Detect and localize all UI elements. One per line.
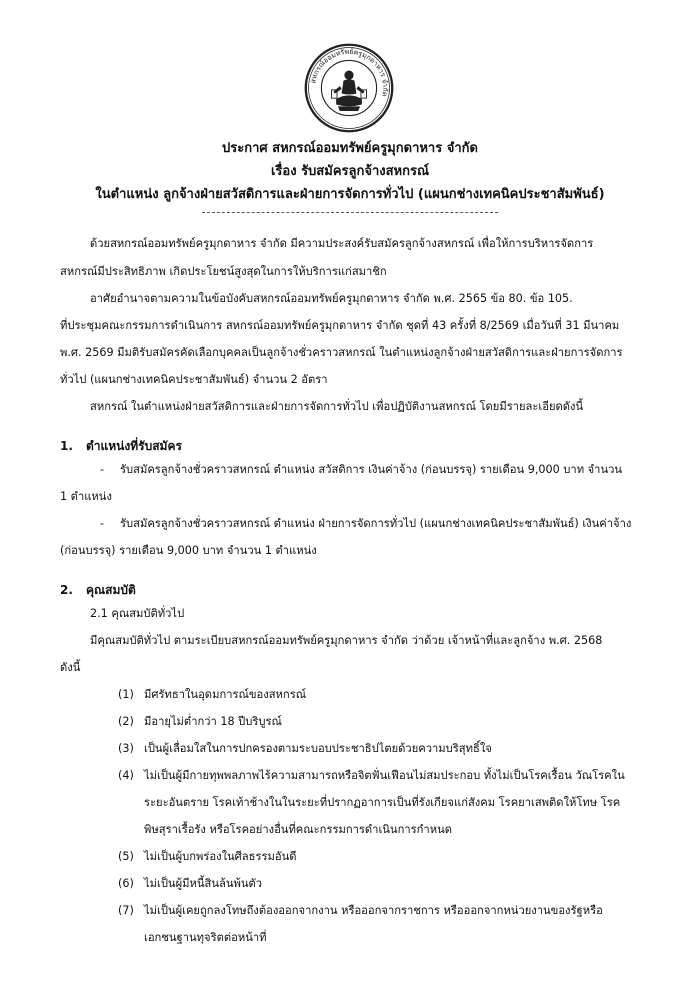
qualification-item [118, 741, 492, 757]
qualification-item [118, 714, 282, 730]
section-2-title: คุณสมบัติ [86, 583, 136, 597]
announcement-position: ในตำแหน่ง ลูกจ้างฝ่ายสวัสดิการและฝ่ายการจัดการทั่วไป (แผนกช่างเทคนิคประชาสัมพันธ์) [95, 187, 605, 202]
section-1-bullet-1-line-2: 1 ตำแหน่ง [60, 490, 112, 503]
header-divider [202, 212, 498, 213]
intro-paragraph-2-line-3: พ.ศ. 2569 มีมติรับสมัครคัดเลือกบุคคลเป็นลูกจ้างชั่วคราวสหกรณ์ ในตำแหน่งลูกจ้างฝ่ายสวัสดิการและฝ่ายการจัดการ [60, 346, 623, 359]
intro-paragraph-2-line-1: อาศัยอำนาจตามความในข้อบังคับสหกรณ์ออมทรัพย์ครูมุกดาหาร จำกัด พ.ศ. 2565 ข้อ 80. ข้อ 105. [90, 292, 573, 305]
item-number: (3) [118, 742, 134, 755]
qualification-item-continuation: เอกชนฐานทุจริตต่อหน้าที่ [144, 931, 267, 944]
item-number: (2) [118, 715, 134, 728]
section-1-bullet-1-line-1: รับสมัครลูกจ้างชั่วคราวสหกรณ์ ตำแหน่ง สวัสดิการ เงินค่าจ้าง (ก่อนบรรจุ) รายเดือน 9,000 บาท จำนวน [120, 463, 623, 476]
item-text: ไม่เป็นผู้มีกายทุพพลภาพไร้ความสามารถหรือจิตฟั่นเฟือนไม่สมประกอบ ทั้งไม่เป็นโรคเรื้อน วัณโรคใน [144, 769, 625, 782]
announcement-title: ประกาศ สหกรณ์ออมทรัพย์ครูมุกดาหาร จำกัด [222, 141, 478, 156]
qualification-item [118, 903, 603, 919]
qualification-item-continuation: ระยะอันตราย โรคเท้าช้างในในระยะที่ปรากฏอาการเป็นที่รังเกียจแก่สังคม โรคยาเสพติดให้โทษ โรค [144, 796, 621, 809]
qualification-item [118, 876, 262, 892]
section-2-number: 2. [60, 583, 73, 597]
section-1-bullet-1 [100, 462, 622, 478]
item-number: (5) [118, 850, 134, 863]
section-1-number: 1. [60, 439, 73, 453]
section-2-1-line-1: มีคุณสมบัติทั่วไป ตามระเบียบสหกรณ์ออมทรัพย์ครูมุกดาหาร จำกัด ว่าด้วย เจ้าหน้าที่และลูกจ้าง พ.ศ. 2568 [90, 634, 603, 647]
item-text: มีศรัทธาในอุดมการณ์ของสหกรณ์ [144, 688, 307, 701]
section-1-bullet-2-line-1: รับสมัครลูกจ้างชั่วคราวสหกรณ์ ตำแหน่ง ฝ่ายการจัดการทั่วไป (แผนกช่างเทคนิคประชาสัมพันธ์) เงินค่าจ้าง [120, 517, 632, 530]
cooperative-seal-icon [303, 42, 395, 134]
seal-ring-text-path: สหกรณ์ออมทรัพย์ครูมุกดาหาร จำกัด [309, 47, 390, 98]
section-1-bullet-2 [100, 516, 631, 532]
section-1-title: ตำแหน่งที่รับสมัคร [86, 439, 182, 453]
section-1-heading [60, 438, 182, 454]
intro-paragraph-1-line-1: ด้วยสหกรณ์ออมทรัพย์ครูมุกดาหาร จำกัด มีความประสงค์รับสมัครลูกจ้างสหกรณ์ เพื่อให้การบริหารจัดการ [90, 237, 594, 250]
intro-paragraph-2-line-2: ที่ประชุมคณะกรรมการดำเนินการ สหกรณ์ออมทรัพย์ครูมุกดาหาร จำกัด ชุดที่ 43 ครั้งที่ 8/2569 เมื่อวันที่ 31 มีนาคม [60, 319, 620, 332]
section-2-1-title: 2.1 คุณสมบัติทั่วไป [90, 607, 185, 620]
item-text: มีอายุไม่ต่ำกว่า 18 ปีบริบูรณ์ [144, 715, 282, 728]
section-2-1-line-2: ดังนี้ [60, 661, 81, 674]
item-text: เป็นผู้เลื่อมใสในการปกครองตามระบอบประชาธิปไตยด้วยความบริสุทธิ์ใจ [144, 742, 492, 755]
item-text: ไม่เป็นผู้บกพร่องในศีลธรรมอันดี [144, 850, 297, 863]
intro-paragraph-1-line-2: สหกรณ์มีประสิทธิภาพ เกิดประโยชน์สูงสุดในการให้บริการแก่สมาชิก [60, 265, 387, 278]
intro-paragraph-2-line-4: ทั่วไป (แผนกช่างเทคนิคประชาสัมพันธ์) จำนวน 2 อัตรา [60, 373, 328, 386]
item-number: (7) [118, 904, 134, 917]
item-text: ไม่เป็นผู้มีหนี้สินล้นพ้นตัว [144, 877, 263, 890]
qualification-item [118, 768, 625, 784]
item-number: (6) [118, 877, 134, 890]
section-2-heading [60, 582, 136, 598]
qualification-item [118, 687, 306, 703]
section-1-bullet-2-line-2: (ก่อนบรรจุ) รายเดือน 9,000 บาท จำนวน 1 ตำแหน่ง [60, 544, 317, 557]
item-text: ไม่เป็นผู้เคยถูกลงโทษถึงต้องออกจากงาน หรือออกจากราชการ หรือออกจากหน่วยงานของรัฐหรือ [144, 904, 603, 917]
bullet-dash: - [100, 517, 105, 530]
cooperative-seal-logo [303, 42, 395, 134]
bullet-dash: - [100, 463, 105, 476]
announcement-subject: เรื่อง รับสมัครลูกจ้างสหกรณ์ [270, 164, 430, 179]
qualification-item-continuation: พิษสุราเรื้อรัง หรือโรคอย่างอื่นที่คณะกรรมการดำเนินการกำหนด [144, 823, 452, 836]
qualification-item [118, 849, 297, 865]
item-number: (4) [118, 769, 134, 782]
item-number: (1) [118, 688, 134, 701]
intro-paragraph-3: สหกรณ์ ในตำแหน่งฝ่ายสวัสดิการและฝ่ายการจัดการทั่วไป เพื่อปฏิบัติงานสหกรณ์ โดยมีรายละเอียดดังนี้ [90, 400, 584, 413]
